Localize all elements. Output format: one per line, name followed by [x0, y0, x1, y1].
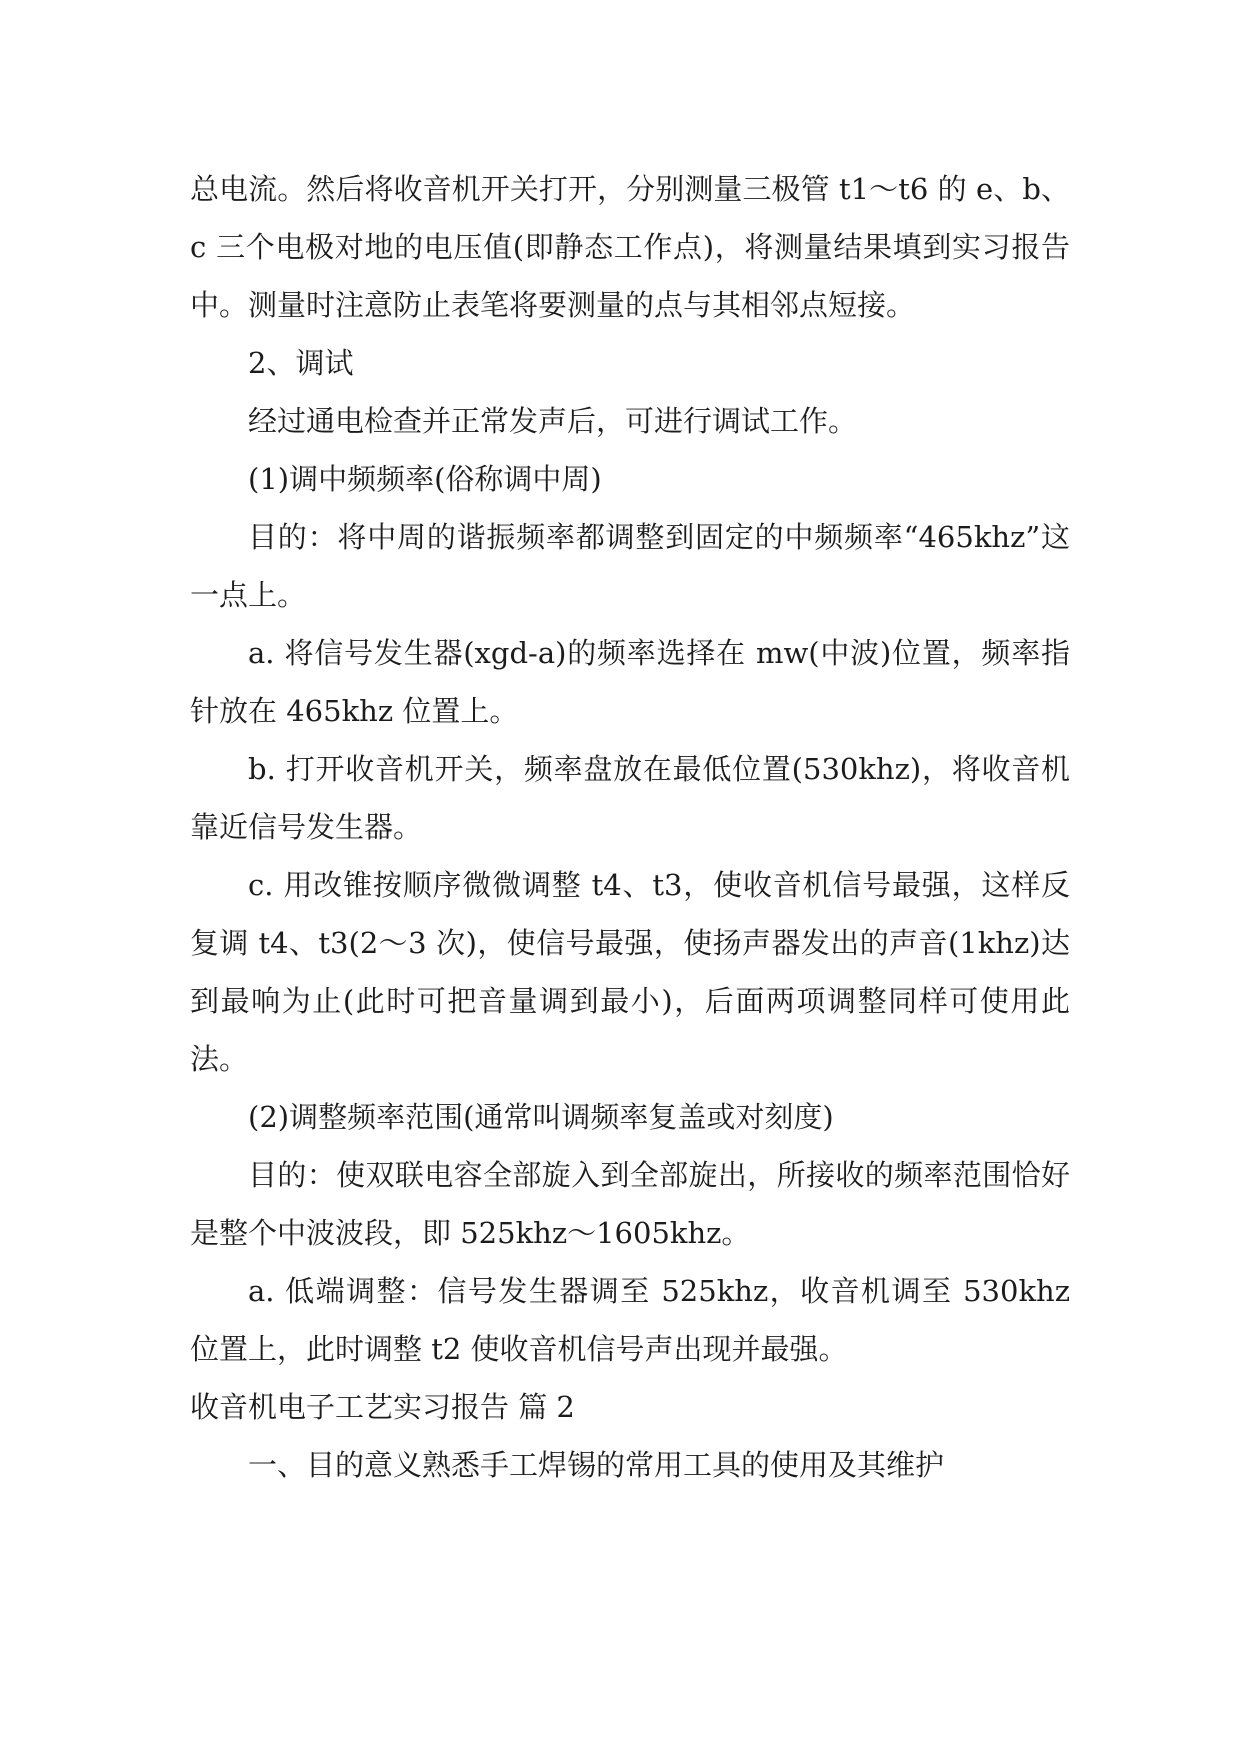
paragraph-4: (1)调中频频率(俗称调中周) [248, 462, 602, 496]
paragraph-2: 2、调试 [248, 346, 354, 380]
paragraph-8: c. 用改锥按顺序微微调整 t4、t3，使收音机信号最强，这样反复调 t4、t3(2～3 次)，使信号最强，使扬声器发出的声音(1khz)达到最响为止(此时可把音量调到最小)，后面两项调整同样可使用此法。 [190, 868, 1070, 1076]
document-body [190, 160, 1070, 1494]
paragraph-1: 总电流。然后将收音机开关打开，分别测量三极管 t1～t6 的 e、b、c 三个电极对地的电压值(即静态工作点)，将测量结果填到实习报告中。测量时注意防止表笔将要测量的点与其相邻点短接。 [190, 172, 1070, 322]
paragraph-3: 经过通电检查并正常发声后，可进行调试工作。 [248, 404, 858, 438]
paragraph-10: 目的：使双联电容全部旋入到全部旋出，所接收的频率范围恰好是整个中波波段，即 525khz～1605khz。 [190, 1158, 1070, 1250]
paragraph-6: a. 将信号发生器(xgd-a)的频率选择在 mw(中波)位置，频率指针放在 465khz 位置上。 [190, 636, 1070, 728]
paragraph-5: 目的：将中周的谐振频率都调整到固定的中频频率“465khz”这一点上。 [190, 520, 1070, 612]
paragraph-final: 一、目的意义熟悉手工焊锡的常用工具的使用及其维护 [248, 1448, 945, 1482]
paragraph-9: (2)调整频率范围(通常叫调频率复盖或对刻度) [248, 1100, 834, 1134]
section-title: 收音机电子工艺实习报告 篇 2 [190, 1390, 575, 1424]
paragraph-7: b. 打开收音机开关，频率盘放在最低位置(530khz)，将收音机靠近信号发生器。 [190, 752, 1070, 844]
paragraph-11: a. 低端调整：信号发生器调至 525khz，收音机调至 530khz 位置上，此时调整 t2 使收音机信号声出现并最强。 [190, 1274, 1070, 1366]
